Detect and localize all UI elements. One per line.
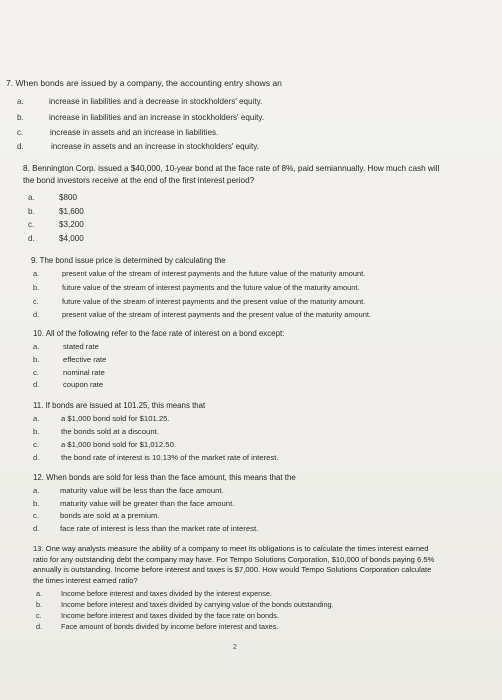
option-letter: d. <box>36 622 43 631</box>
question-text: 10. All of the following refer to the face rate of interest on a bond except: <box>33 329 285 338</box>
option-letter: a. <box>36 589 43 598</box>
option-text: maturity value will be less than the face amount. <box>60 486 224 495</box>
option-text: the bonds sold at a discount. <box>61 427 159 436</box>
option-text: effective rate <box>63 355 107 364</box>
option-letter: b. <box>17 113 24 122</box>
page-number: 2 <box>233 644 237 651</box>
option-text: coupon rate <box>63 380 104 389</box>
option-letter: b. <box>33 355 40 364</box>
option-text: increase in liabilities and a decrease in stockholders' equity. <box>49 97 263 106</box>
option-letter: c. <box>33 511 39 520</box>
option-letter: d. <box>33 380 40 389</box>
option-text: a $1,000 bond sold for $101.25. <box>61 414 170 423</box>
option-text: stated rate <box>63 342 99 351</box>
option-text: present value of the stream of interest payments and the present value of the maturity amount. <box>62 310 371 319</box>
option-text: Income before interest and taxes divided by carrying value of the bonds outstanding. <box>61 600 334 609</box>
option-text: face rate of interest is less than the market rate of interest. <box>60 524 259 533</box>
option-text: Income before interest and taxes divided by the interest expense. <box>61 589 272 598</box>
option-text: the bond rate of interest is 10.13% of the market rate of interest. <box>61 453 279 462</box>
option-letter: c. <box>17 128 24 137</box>
option-text: future value of the stream of interest payments and the present value of the maturity amount. <box>62 297 366 306</box>
option-text: bonds are sold at a premium. <box>60 511 160 520</box>
option-text: $4,000 <box>59 234 84 243</box>
option-text: present value of the stream of interest payments and the future value of the maturity amount. <box>62 269 366 278</box>
option-letter: d. <box>17 142 24 151</box>
option-text: increase in assets and an increase in liabilities. <box>50 128 219 137</box>
option-text: $1,600 <box>59 207 84 216</box>
option-letter: a. <box>33 414 40 423</box>
option-text: $800 <box>59 193 78 202</box>
option-text: Income before interest and taxes divided by the face rate on bonds. <box>61 611 279 620</box>
option-letter: d. <box>33 310 40 319</box>
option-text: Face amount of bonds divided by income before interest and taxes. <box>61 622 279 631</box>
question-text: 11. If bonds are issued at 101.25, this means that <box>33 401 206 410</box>
option-text: nominal rate <box>63 368 105 377</box>
question-text: 8. Bennington Corp. issued a $40,000, 10-year bond at the face rate of 8%, paid semiannually. How much cash will the bond investors receive at the end of the first interest period? <box>23 164 440 185</box>
option-letter: c. <box>33 368 39 377</box>
question-text: 12. When bonds are sold for less than the face amount, this means that the <box>33 473 296 482</box>
option-letter: b. <box>33 283 40 292</box>
question-text: 9. The bond issue price is determined by calculating the <box>31 256 226 265</box>
option-letter: b. <box>33 499 40 508</box>
option-text: a $1,000 bond sold for $1,012.50. <box>61 440 176 449</box>
option-letter: d. <box>28 234 35 243</box>
question-text: 13. One way analysts measure the ability of a company to meet its obligations is to calculate the times interest earned ratio for any outstanding debt the company may have. For Tempo Solutions Corporation, $10,000 of bonds paying 6.5% annually is outstanding. Income before interest and taxes is $7,000. How would Tempo Solutions Corporation calculate the times interest earned ratio? <box>33 544 435 585</box>
option-letter: c. <box>33 440 39 449</box>
option-text: $3,200 <box>59 220 84 229</box>
option-letter: a. <box>33 342 40 351</box>
option-letter: d. <box>33 524 40 533</box>
option-text: future value of the stream of interest payments and the future value of the maturity amount. <box>62 283 360 292</box>
option-letter: a. <box>17 97 24 106</box>
question-text: 7. When bonds are issued by a company, the accounting entry shows an <box>6 78 282 88</box>
option-letter: c. <box>28 220 35 229</box>
option-letter: c. <box>33 297 39 306</box>
option-letter: a. <box>33 486 40 495</box>
option-letter: c. <box>36 611 42 620</box>
option-text: increase in liabilities and an increase in stockholders' equity. <box>49 113 265 122</box>
option-letter: a. <box>28 193 35 202</box>
option-letter: a. <box>33 269 40 278</box>
option-letter: b. <box>28 207 35 216</box>
option-letter: b. <box>33 427 40 436</box>
option-text: increase in assets and an increase in stockholders' equity. <box>51 142 259 151</box>
option-letter: d. <box>33 453 40 462</box>
option-text: maturity value will be greater than the face amount. <box>60 499 235 508</box>
option-letter: b. <box>36 600 43 609</box>
